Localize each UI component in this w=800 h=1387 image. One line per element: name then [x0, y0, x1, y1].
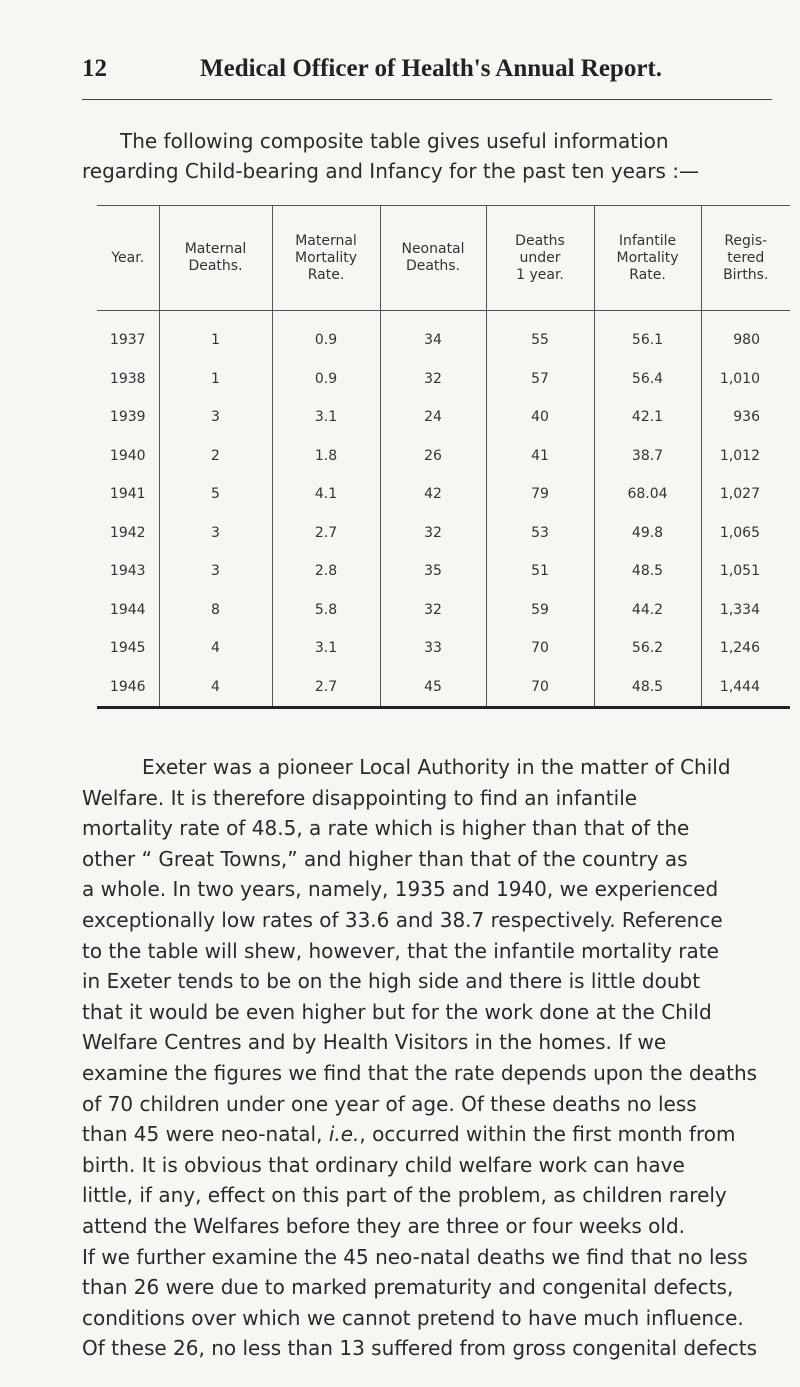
- maternal-mortality-rate-cell: 3.1: [272, 629, 380, 668]
- infantile-mortality-rate-cell: 56.2: [594, 629, 701, 668]
- infantile-mortality-rate-cell: 56.4: [594, 360, 701, 399]
- maternal-mortality-rate-header: [272, 206, 380, 311]
- deaths-under-1-year-cell: 57: [486, 360, 594, 399]
- body-line: examine the figures we find that the rate depends upon the deaths: [82, 1060, 758, 1085]
- header-text-line: under: [519, 249, 561, 266]
- maternal-deaths-cell: 2: [159, 437, 272, 476]
- table-row: [97, 475, 790, 514]
- table-row: [97, 311, 790, 360]
- maternal-deaths-cell: 4: [159, 668, 272, 708]
- maternal-mortality-rate-cell: 2.8: [272, 552, 380, 591]
- header-text-line: Deaths.: [405, 258, 461, 274]
- maternal-deaths-cell: 4: [159, 629, 272, 668]
- body-line: Exeter was a pioneer Local Authority in the matter of Child: [142, 755, 731, 779]
- body-line: Of these 26, no less than 13 suffered from gross congenital defects: [82, 1336, 758, 1361]
- registered-births-cell: 1,010: [701, 360, 790, 399]
- year-cell: 1939: [109, 409, 146, 426]
- intro-line: The following composite table gives useful information: [120, 129, 669, 153]
- header-text-line: Deaths.: [188, 258, 243, 274]
- header-text-line: Rate.: [307, 266, 345, 283]
- maternal-deaths-cell: 3: [159, 552, 272, 591]
- body-line: in Exeter tends to be on the high side and there is little doubt: [82, 969, 701, 994]
- registered-births-cell: 1,444: [701, 668, 790, 708]
- registered-births-cell: 936: [701, 398, 790, 437]
- infantile-mortality-rate-cell: 68.04: [594, 475, 701, 514]
- registered-births-cell: 980: [701, 311, 790, 360]
- maternal-deaths-cell: 1: [159, 360, 272, 399]
- neonatal-deaths-cell: 33: [380, 629, 486, 668]
- neonatal-deaths-cell: 35: [380, 552, 486, 591]
- body-line: Welfare Centres and by Health Visitors in the homes. If we: [82, 1030, 667, 1055]
- neonatal-deaths-cell: 32: [380, 360, 486, 399]
- maternal-mortality-rate-cell: 5.8: [272, 591, 380, 630]
- header-text-line: Regis-: [724, 232, 768, 249]
- year-cell: 1937: [109, 332, 146, 349]
- maternal-mortality-rate-cell: 4.1: [272, 475, 380, 514]
- body-line: a whole. In two years, namely, 1935 and 1940, we experienced: [82, 877, 719, 902]
- registered-births-cell: 1,246: [701, 629, 790, 668]
- table-row: [97, 360, 790, 399]
- body-line: little, if any, effect on this part of the problem, as children rarely: [82, 1183, 727, 1208]
- body-paragraph: [82, 752, 794, 1364]
- deaths-under-1-year-cell: 79: [486, 475, 594, 514]
- header-text-line: tered: [727, 249, 765, 266]
- neonatal-deaths-cell: 34: [380, 311, 486, 360]
- maternal-mortality-rate-cell: 0.9: [272, 360, 380, 399]
- body-line: Welfare. It is therefore disappointing to find an infantile: [82, 785, 638, 810]
- deaths-under-1-year-cell: 59: [486, 591, 594, 630]
- header-text-line: Mortality: [294, 249, 358, 266]
- registered-births-cell: 1,051: [701, 552, 790, 591]
- neonatal-deaths-cell: 32: [380, 514, 486, 553]
- header-rule: [82, 99, 772, 100]
- body-line: of 70 children under one year of age. Of these deaths no less: [82, 1091, 697, 1116]
- neonatal-deaths-header: [380, 206, 486, 311]
- body-line: mortality rate of 48.5, a rate which is higher than that of the: [82, 816, 690, 841]
- table-row: [97, 668, 790, 708]
- maternal-deaths-cell: 1: [159, 311, 272, 360]
- year-cell: 1940: [109, 447, 146, 464]
- deaths-under-1-year-header: [486, 206, 594, 311]
- body-line: attend the Welfares before they are three or four weeks old.: [82, 1213, 686, 1238]
- neonatal-deaths-cell: 26: [380, 437, 486, 476]
- infantile-mortality-rate-cell: 56.1: [594, 311, 701, 360]
- year-cell: 1943: [109, 563, 146, 580]
- header-text-line: 1 year.: [516, 266, 564, 283]
- table-row: [97, 514, 790, 553]
- page-header: [82, 55, 772, 95]
- deaths-under-1-year-cell: 41: [486, 437, 594, 476]
- child-bearing-table: [97, 205, 790, 709]
- body-line: to the table will shew, however, that the infantile mortality rate: [82, 938, 719, 963]
- header-text-line: Rate.: [629, 266, 666, 283]
- maternal-mortality-rate-cell: 2.7: [272, 668, 380, 708]
- maternal-mortality-rate-cell: 1.8: [272, 437, 380, 476]
- body-line: birth. It is obvious that ordinary child welfare work can have: [82, 1152, 685, 1177]
- deaths-under-1-year-cell: 53: [486, 514, 594, 553]
- maternal-deaths-header: [159, 206, 272, 311]
- deaths-under-1-year-cell: 70: [486, 629, 594, 668]
- infantile-mortality-rate-cell: 42.1: [594, 398, 701, 437]
- year-cell: 1938: [109, 370, 146, 387]
- maternal-deaths-cell: 3: [159, 398, 272, 437]
- intro-paragraph: [82, 126, 794, 186]
- header-text-line: Neonatal: [401, 241, 465, 257]
- intro-line: regarding Child-bearing and Infancy for the past ten years :—: [82, 159, 699, 183]
- maternal-mortality-rate-cell: 2.7: [272, 514, 380, 553]
- year-header: [97, 206, 159, 311]
- header-text-line: Year.: [111, 249, 145, 266]
- table-row: [97, 591, 790, 630]
- infantile-mortality-rate-cell: 48.5: [594, 552, 701, 591]
- registered-births-cell: 1,334: [701, 591, 790, 630]
- table-row: [97, 398, 790, 437]
- maternal-deaths-cell: 8: [159, 591, 272, 630]
- year-cell: 1944: [109, 601, 146, 618]
- body-line: than 45 were neo-natal, i.e., occurred within the first month from: [82, 1122, 736, 1147]
- deaths-under-1-year-cell: 51: [486, 552, 594, 591]
- infantile-mortality-rate-cell: 49.8: [594, 514, 701, 553]
- infantile-mortality-rate-cell: 48.5: [594, 668, 701, 708]
- body-line: than 26 were due to marked prematurity and congenital defects,: [82, 1275, 734, 1300]
- maternal-deaths-cell: 5: [159, 475, 272, 514]
- registered-births-cell: 1,012: [701, 437, 790, 476]
- table-row: [97, 552, 790, 591]
- infantile-mortality-rate-header: [594, 206, 701, 311]
- infantile-mortality-rate-cell: 38.7: [594, 437, 701, 476]
- header-text-line: Births.: [723, 266, 769, 283]
- header-text-line: Deaths: [515, 232, 565, 249]
- table-row: [97, 437, 790, 476]
- deaths-under-1-year-cell: 70: [486, 668, 594, 708]
- year-cell: 1942: [109, 524, 146, 541]
- maternal-deaths-cell: 3: [159, 514, 272, 553]
- table-body: [97, 311, 790, 708]
- table-header-row: [97, 206, 790, 311]
- infantile-mortality-rate-cell: 44.2: [594, 591, 701, 630]
- body-line: conditions over which we cannot pretend to have much influence.: [82, 1305, 744, 1330]
- year-cell: 1945: [109, 640, 146, 657]
- body-line: other “ Great Towns,” and higher than that of the country as: [82, 846, 688, 871]
- header-text-line: Maternal: [184, 241, 247, 257]
- maternal-mortality-rate-cell: 0.9: [272, 311, 380, 360]
- neonatal-deaths-cell: 32: [380, 591, 486, 630]
- maternal-mortality-rate-cell: 3.1: [272, 398, 380, 437]
- header-text-line: Infantile: [618, 232, 677, 249]
- registered-births-cell: 1,065: [701, 514, 790, 553]
- neonatal-deaths-cell: 24: [380, 398, 486, 437]
- body-line: that it would be even higher but for the work done at the Child: [82, 999, 712, 1024]
- header-text-line: Maternal: [295, 232, 357, 249]
- body-line: exceptionally low rates of 33.6 and 38.7 respectively. Reference: [82, 907, 723, 932]
- running-title: Medical Officer of Health's Annual Report.: [200, 55, 662, 82]
- body-line: If we further examine the 45 neo-natal deaths we find that no less: [82, 1244, 748, 1269]
- neonatal-deaths-cell: 45: [380, 668, 486, 708]
- year-cell: 1941: [109, 486, 146, 503]
- neonatal-deaths-cell: 42: [380, 475, 486, 514]
- deaths-under-1-year-cell: 40: [486, 398, 594, 437]
- registered-births-header: [701, 206, 790, 311]
- year-cell: 1946: [97, 668, 159, 708]
- table-row: [97, 629, 790, 668]
- registered-births-cell: 1,027: [701, 475, 790, 514]
- deaths-under-1-year-cell: 55: [486, 311, 594, 360]
- header-text-line: Mortality: [616, 249, 679, 266]
- page-number: 12: [82, 55, 107, 82]
